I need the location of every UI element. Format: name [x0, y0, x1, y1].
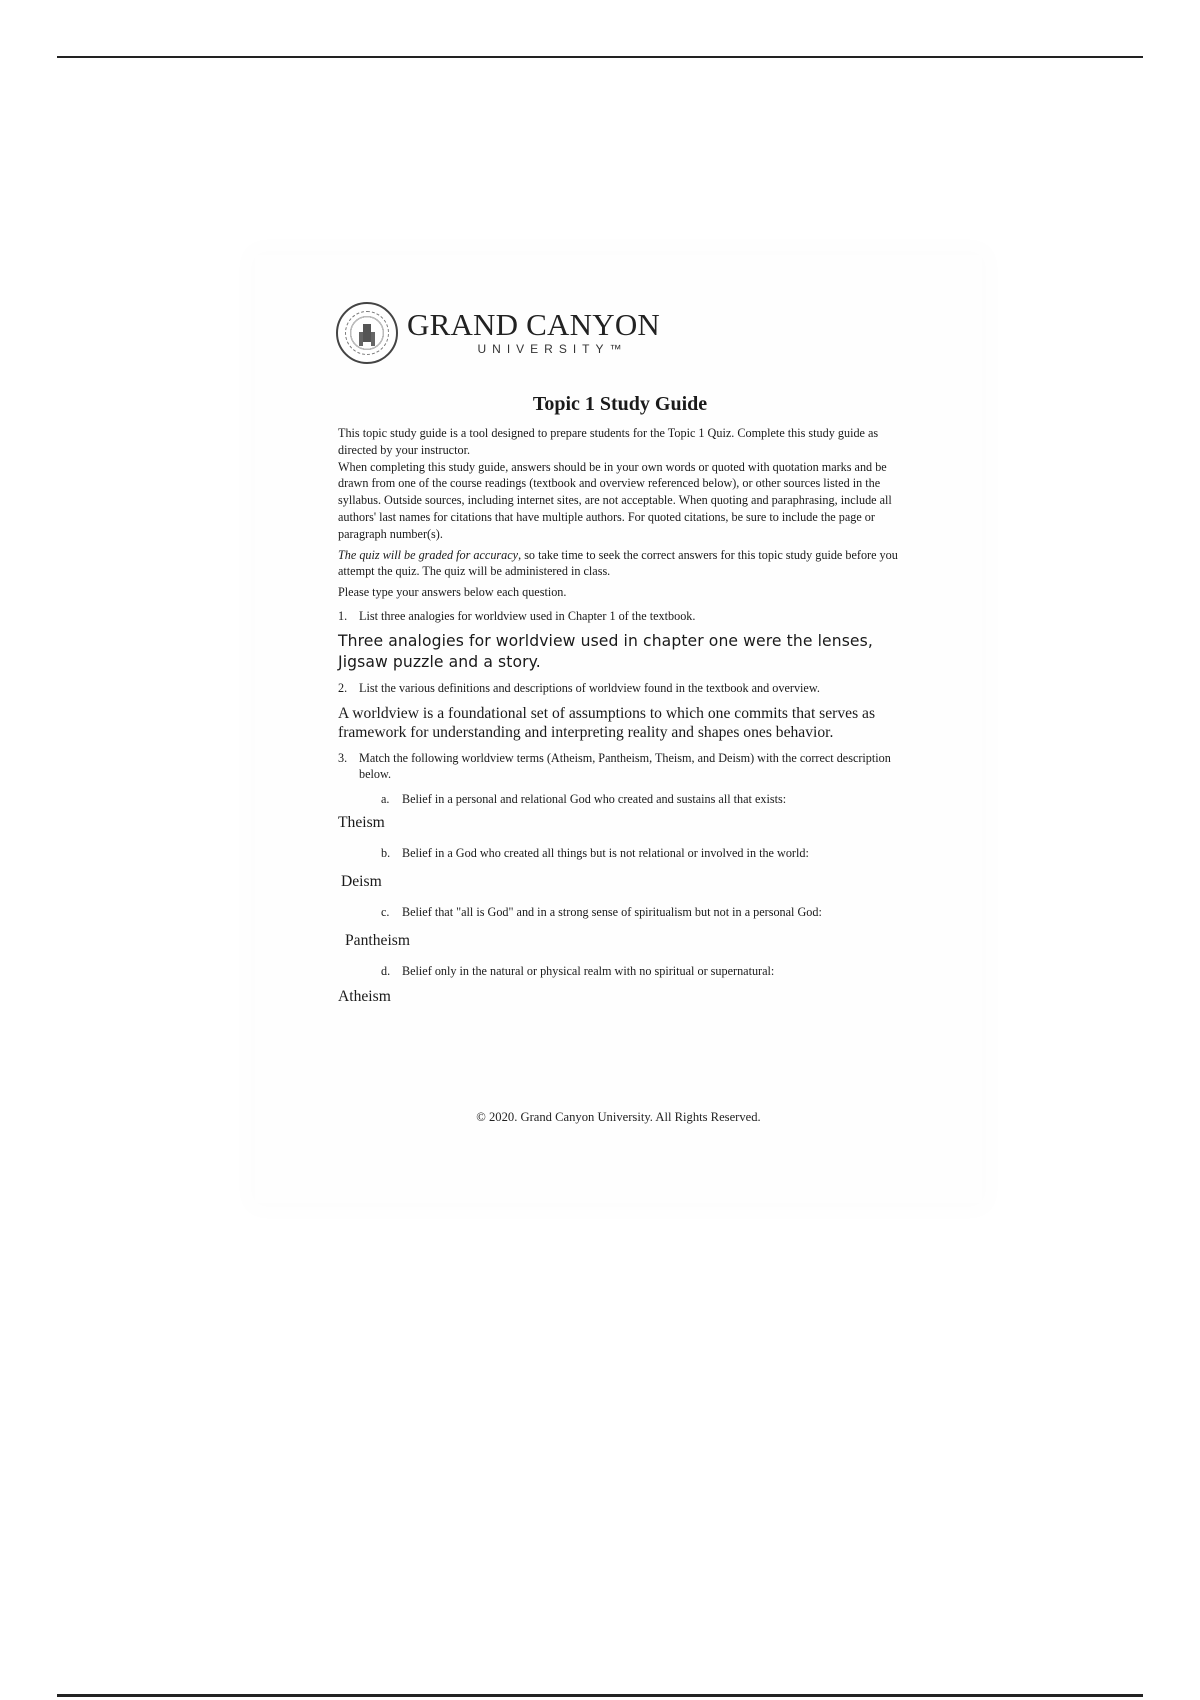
university-logo	[336, 298, 902, 368]
sub-question-letter: b.	[381, 845, 391, 860]
question-text: List the various definitions and descriptions of worldview found in the textbook and overview.	[359, 680, 820, 695]
bottom-divider	[57, 1694, 1143, 1697]
accuracy-text: , so take time to seek the correct answers for this topic study guide before you attempt the quiz. The quiz will be administered in class.	[338, 547, 898, 579]
sub-question-text: Belief only in the natural or physical realm with no spiritual or supernatural:	[402, 963, 775, 978]
sub-question-letter: a.	[381, 792, 390, 807]
accuracy-emphasis: The quiz will be graded for accuracy	[338, 547, 519, 562]
sub-question-text: Belief that "all is God" and in a strong sense of spiritualism but not in a personal God:	[402, 904, 822, 919]
answer-1: Three analogies for worldview used in chapter one were the lenses, Jigsaw puzzle and a story.	[338, 631, 873, 671]
question-1	[338, 608, 902, 625]
page-title: Topic 1 Study Guide	[532, 393, 708, 415]
question-3	[338, 750, 902, 784]
answer-c: Pantheism	[345, 931, 410, 949]
logo-subtitle: UNIVERSITY™	[477, 342, 628, 356]
answer-a: Theism	[338, 813, 385, 831]
sub-question-d	[381, 963, 902, 980]
logo-wordmark	[407, 307, 660, 356]
question-number: 2.	[338, 680, 348, 695]
sub-question-letter: d.	[381, 963, 391, 978]
sub-question-c	[381, 904, 902, 921]
sub-question-text: Belief in a God who created all things but is not relational or involved in the world:	[402, 845, 809, 860]
sub-question-a	[381, 791, 902, 808]
copyright-footer: © 2020. Grand Canyon University. All Rights Reserved.	[476, 1110, 761, 1124]
document-page	[255, 255, 982, 1203]
instruction-text: Please type your answers below each question.	[338, 585, 567, 600]
question-text: List three analogies for worldview used in Chapter 1 of the textbook.	[359, 608, 696, 623]
intro-paragraph-2: When completing this study guide, answers should be in your own words or quoted with quotation marks and be drawn from one of the course readings (textbook and overview referenced below), or other sources listed in the syllabus. Outside sources, including internet sites, are not acceptable. When quoting and paraphrasing, include all authors' last names for citations that have multiple authors. For quoted citations, be sure to include the page or paragraph number(s).	[338, 459, 892, 541]
answer-b: Deism	[341, 872, 382, 890]
answer-d: Atheism	[338, 988, 391, 1006]
sub-question-letter: c.	[381, 904, 390, 919]
sub-question-b	[381, 845, 902, 862]
question-2	[338, 680, 902, 697]
answer-2: A worldview is a foundational set of assumptions to which one commits that serves as framework for understanding and interpreting reality and shapes ones behavior.	[338, 704, 876, 742]
question-number: 3.	[338, 750, 348, 765]
sub-question-text: Belief in a personal and relational God who created and sustains all that exists:	[402, 792, 787, 807]
question-number: 1.	[338, 608, 348, 623]
logo-name: GRAND CANYON	[407, 307, 660, 342]
accuracy-paragraph	[338, 547, 902, 581]
page-content	[338, 298, 902, 1007]
intro-paragraph-1: This topic study guide is a tool designed to prepare students for the Topic 1 Quiz. Complete this study guide as directed by your instructor.	[338, 426, 879, 457]
top-divider	[57, 56, 1143, 58]
university-seal-icon	[336, 302, 398, 364]
question-text: Match the following worldview terms (Atheism, Pantheism, Theism, and Deism) with the correct description below.	[359, 750, 891, 782]
